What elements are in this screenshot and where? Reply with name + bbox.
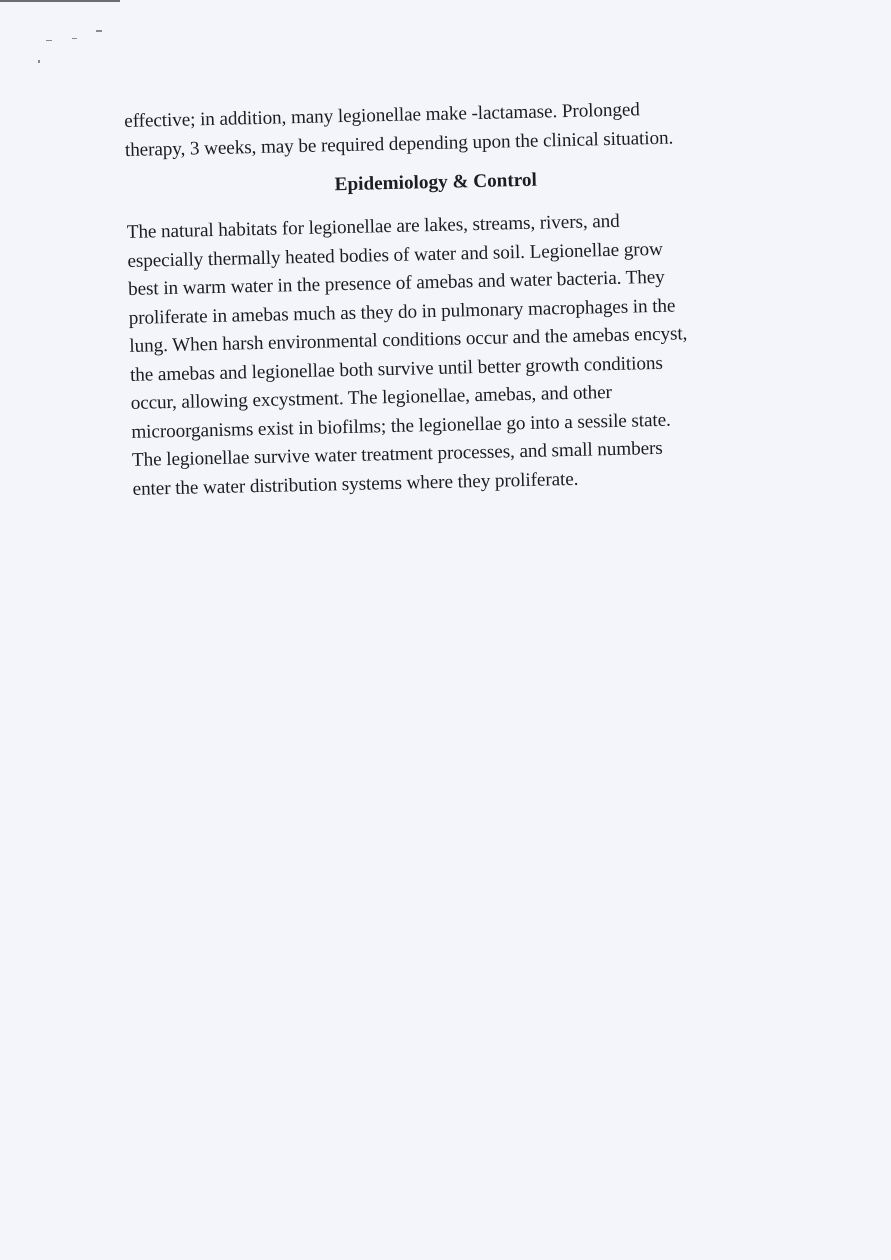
text-line: proliferate in amebas much as they do in pulmonary macrophages in the <box>128 295 676 329</box>
text-line: effective; in addition, many legionellae make -lactamase. Prolonged <box>124 99 641 132</box>
text-line: enter the water distribution systems where they proliferate. <box>132 468 579 500</box>
text-line: occur, allowing excystment. The legionellae, amebas, and other <box>130 382 613 414</box>
text-line: microorganisms exist in biofilms; the legionellae go into a sessile state. <box>131 409 671 443</box>
text-line: lung. When harsh environmental conditions occur and the amebas encyst, <box>129 323 688 357</box>
document-content <box>124 94 753 504</box>
text-line: best in warm water in the presence of amebas and water bacteria. They <box>127 266 665 300</box>
text-line: The natural habitats for legionellae are lakes, streams, rivers, and <box>126 210 620 243</box>
scan-speck <box>46 40 52 41</box>
text-line: therapy, 3 weeks, may be required depending upon the clinical situation. <box>124 127 674 161</box>
scan-edge-line <box>0 0 120 2</box>
scan-speck <box>72 38 77 39</box>
text-line: especially thermally heated bodies of water and soil. Legionellae grow <box>127 238 663 272</box>
intro-paragraph <box>124 94 745 165</box>
section-heading: Epidemiology & Control <box>334 169 538 196</box>
body-paragraph <box>127 205 753 504</box>
scan-speck <box>38 60 40 63</box>
text-line: the amebas and legionellae both survive until better growth conditions <box>129 352 663 386</box>
text-line: The legionellae survive water treatment processes, and small numbers <box>131 437 663 471</box>
scan-speck <box>96 30 102 32</box>
